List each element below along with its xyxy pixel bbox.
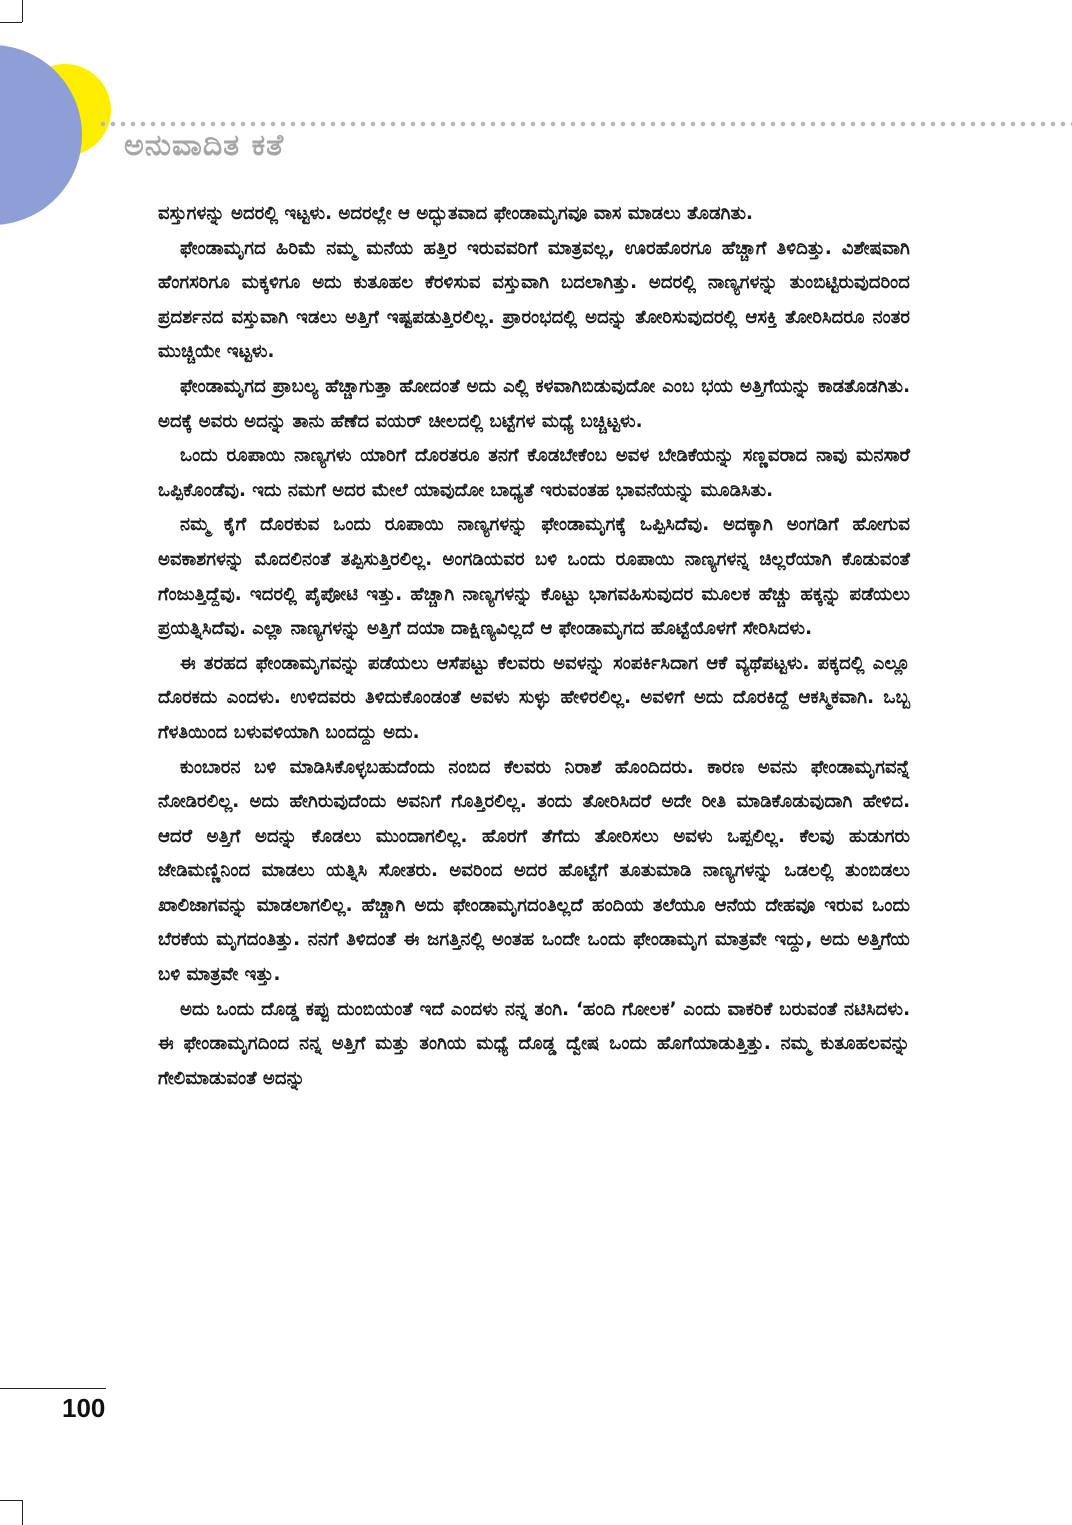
section-title: ಅನುವಾದಿತ ಕತೆ <box>124 128 285 163</box>
decorative-circles <box>0 40 130 260</box>
paragraph: ಈ ತರಹದ ಫೇಂಡಾಮೃಗವನ್ನು ಪಡೆಯಲು ಆಸೆಪಟ್ಟು ಕೆಲವರು ಅವಳನ್ನು ಸಂಪರ್ಕಿಸಿದಾಗ ಆಕೆ ವ್ಯಥೆಪಟ್ಟಳು. ಪಕ್ಕದಲ್ಲಿ ಎಲ್ಲೂ ದೊರಕದು ಎಂದಳು. ಉಳಿದವರು ತಿಳಿದುಕೊಂಡಂತೆ ಅವಳು ಸುಳ್ಳು ಹೇಳಿರಲಿಲ್ಲ. ಅವಳಿಗೆ ಅದು ದೊರಕಿದ್ದೆ ಆಕಸ್ಮಿಕವಾಗಿ. ಒಬ್ಬ ಗೆಳತಿಯಿಂದ ಬಳುವಳಿಯಾಗಿ ಬಂದದ್ದು ಅದು. <box>158 652 910 743</box>
crop-mark-bottom-horizontal <box>0 1500 22 1501</box>
paragraph: ವಸ್ತುಗಳನ್ನು ಅದರಲ್ಲಿ ಇಟ್ಟಳು. ಅದರಲ್ಲೇ ಆ ಅದ್ಭುತವಾದ ಫೇಂಡಾಮೃಗವೂ ವಾಸ ಮಾಡಲು ತೊಡಗಿತು. <box>158 203 753 224</box>
paragraph: ಫೇಂಡಾಮೃಗದ ಪ್ರಾಬಲ್ಯ ಹೆಚ್ಚಾಗುತ್ತಾ ಹೋದಂತೆ ಅದು ಎಲ್ಲಿ ಕಳವಾಗಿಬಿಡುವುದೋ ಎಂಬ ಭಯ ಅತ್ತಿಗೆಯನ್ನು ಕಾಡತೊಡಗಿತು. ಅದಕ್ಕೆ ಅವರು ಅದನ್ನು ತಾನು ಹೆಣೆದ ವಯರ್ ಚೀಲದಲ್ಲಿ ಬಟ್ಟೆಗಳ ಮಧ್ಯೆ ಬಚ್ಚಿಟ್ಟಳು. <box>158 375 910 432</box>
dotted-divider <box>98 120 1072 128</box>
paragraph: ಫೇಂಡಾಮೃಗದ ಹಿರಿಮೆ ನಮ್ಮ ಮನೆಯ ಹತ್ತಿರ ಇರುವವರಿಗೆ ಮಾತ್ರವಲ್ಲ, ಊರಹೊರಗೂ ಹೆಚ್ಚಾಗೆ ತಿಳಿದಿತ್ತು. ವಿಶೇಷವಾಗಿ ಹೆಂಗಸರಿಗೂ ಮಕ್ಕಳಿಗೂ ಅದು ಕುತೂಹಲ ಕೆರಳಿಸುವ ವಸ್ತುವಾಗಿ ಬದಲಾಗಿತ್ತು. ಅದರಲ್ಲಿ ನಾಣ್ಯಗಳನ್ನು ತುಂಬಿಟ್ಟಿರುವುದರಿಂದ ಪ್ರದರ್ಶನದ ವಸ್ತುವಾಗಿ ಇಡಲು ಅತ್ತಿಗೆ ಇಷ್ಟಪಡುತ್ತಿರಲಿಲ್ಲ. ಪ್ರಾರಂಭದಲ್ಲಿ ಅದನ್ನು ತೋರಿಸುವುದರಲ್ಲಿ ಆಸಕ್ತಿ ತೋರಿಸಿದರೂ ನಂತರ ಮುಚ್ಚಿಯೇ ಇಟ್ಟಳು. <box>158 237 910 363</box>
crop-mark-top-horizontal <box>0 22 22 23</box>
paragraph: ನಮ್ಮ ಕೈಗೆ ದೊರಕುವ ಒಂದು ರೂಪಾಯಿ ನಾಣ್ಯಗಳನ್ನು ಫೇಂಡಾಮೃಗಕ್ಕೆ ಒಪ್ಪಿಸಿದೆವು. ಅದಕ್ಕಾಗಿ ಅಂಗಡಿಗೆ ಹೋಗುವ ಅವಕಾಶಗಳನ್ನು ಮೊದಲಿನಂತೆ ತಪ್ಪಿಸುತ್ತಿರಲಿಲ್ಲ. ಅಂಗಡಿಯವರ ಬಳಿ ಒಂದು ರೂಪಾಯಿ ನಾಣ್ಯಗಳನ್ನ ಚಿಲ್ಲರೆಯಾಗಿ ಕೊಡುವಂತೆ ಗೆಂಜುತ್ತಿದ್ದೆವು. ಇದರಲ್ಲಿ ಪೈಪೋಟಿ ಇತ್ತು. ಹೆಚ್ಚಾಗಿ ನಾಣ್ಯಗಳನ್ನು ಕೊಟ್ಟು ಭಾಗವಹಿಸುವುದರ ಮೂಲಕ ಹೆಚ್ಚು ಹಕ್ಕನ್ನು ಪಡೆಯಲು ಪ್ರಯತ್ನಿಸಿದೆವು. ಎಲ್ಲಾ ನಾಣ್ಯಗಳನ್ನು ಅತ್ತಿಗೆ ದಯಾ ದಾಕ್ಷಿಣ್ಯವಿಲ್ಲದೆ ಆ ಫೇಂಡಾಮೃಗದ ಹೊಟ್ಟೆಯೊಳಗೆ ಸೇರಿಸಿದಳು. <box>158 514 910 640</box>
page-number: 100 <box>62 1393 106 1423</box>
crop-mark-top-vertical <box>22 0 23 22</box>
story-body <box>158 197 910 1096</box>
crop-mark-bottom-vertical <box>22 1500 23 1525</box>
paragraph: ಅದು ಒಂದು ದೊಡ್ಡ ಕಪ್ಪು ದುಂಬಿಯಂತೆ ಇದೆ ಎಂದಳು ನನ್ನ ತಂಗಿ. ‘ಹಂದಿ ಗೋಲಕ’ ಎಂದು ವಾಕರಿಕೆ ಬರುವಂತೆ ನಟಿಸಿದಳು. ಈ ಫೇಂಡಾಮೃಗದಿಂದ ನನ್ನ ಅತ್ತಿಗೆ ಮತ್ತು ತಂಗಿಯ ಮಧ್ಯೆ ದೊಡ್ಡ ದ್ವೇಷ ಒಂದು ಹೊಗೆಯಾಡುತ್ತಿತ್ತು. ನಮ್ಮ ಕುತೂಹಲವನ್ನು ಗೇಲಿಮಾಡುವಂತೆ ಅದನ್ನು <box>158 998 910 1089</box>
paragraph: ಒಂದು ರೂಪಾಯಿ ನಾಣ್ಯಗಳು ಯಾರಿಗೆ ದೊರತರೂ ತನಗೆ ಕೊಡಬೇಕೆಂಬ ಅವಳ ಬೇಡಿಕೆಯನ್ನು ಸಣ್ಣವರಾದ ನಾವು ಮನಸಾರೆ ಒಪ್ಪಿಕೊಂಡೆವು. ಇದು ನಮಗೆ ಅದರ ಮೇಲೆ ಯಾವುದೋ ಬಾಧ್ಯತೆ ಇರುವಂತಹ ಭಾವನೆಯನ್ನು ಮೂಡಿಸಿತು. <box>158 445 910 501</box>
page-number-rule <box>0 1388 106 1389</box>
paragraph: ಕುಂಬಾರನ ಬಳಿ ಮಾಡಿಸಿಕೊಳ್ಳಬಹುದೆಂದು ನಂಬಿದ ಕೆಲವರು ನಿರಾಶೆ ಹೊಂದಿದರು. ಕಾರಣ ಅವನು ಫೇಂಡಾಮೃಗವನ್ನೆ ನೋಡಿರಲಿಲ್ಲ. ಅದು ಹೇಗಿರುವುದೆಂದು ಅವನಿಗೆ ಗೊತ್ತಿರಲಿಲ್ಲ. ತಂದು ತೋರಿಸಿದರೆ ಅದೇ ರೀತಿ ಮಾಡಿಕೊಡುವುದಾಗಿ ಹೇಳಿದ. ಆದರೆ ಅತ್ತಿಗೆ ಅದನ್ನು ಕೊಡಲು ಮುಂದಾಗಲಿಲ್ಲ. ಹೊರಗೆ ತೆಗೆದು ತೋರಿಸಲು ಅವಳು ಒಪ್ಪಲಿಲ್ಲ. ಕೆಲವು ಹುಡುಗರು ಜೇಡಿಮಣ್ಣಿನಿಂದ ಮಾಡಲು ಯತ್ನಿಸಿ ಸೋತರು. ಅವರಿಂದ ಅದರ ಹೊಟ್ಟೆಗೆ ತೂತುಮಾಡಿ ನಾಣ್ಯಗಳನ್ನು ಒಡಲಲ್ಲಿ ತುಂಬಿಡಲು ಖಾಲಿಜಾಗವನ್ನು ಮಾಡಲಾಗಲಿಲ್ಲ. ಹೆಚ್ಚಾಗಿ ಅದು ಫೇಂಡಾಮೃಗದಂತಿಲ್ಲದೆ ಹಂದಿಯ ತಲೆಯೂ ಆನೆಯ ದೇಹವೂ ಇರುವ ಒಂದು ಬೆರಕೆಯ ಮೃಗದಂತಿತ್ತು. ನನಗೆ ತಿಳಿದಂತೆ ಈ ಜಗತ್ತಿನಲ್ಲಿ ಅಂತಹ ಒಂದೇ ಒಂದು ಫೇಂಡಾಮೃಗ ಮಾತ್ರವೇ ಇದ್ದು, ಅದು ಅತ್ತಿಗೆಯ ಬಳಿ ಮಾತ್ರವೇ ಇತ್ತು. <box>158 756 910 986</box>
